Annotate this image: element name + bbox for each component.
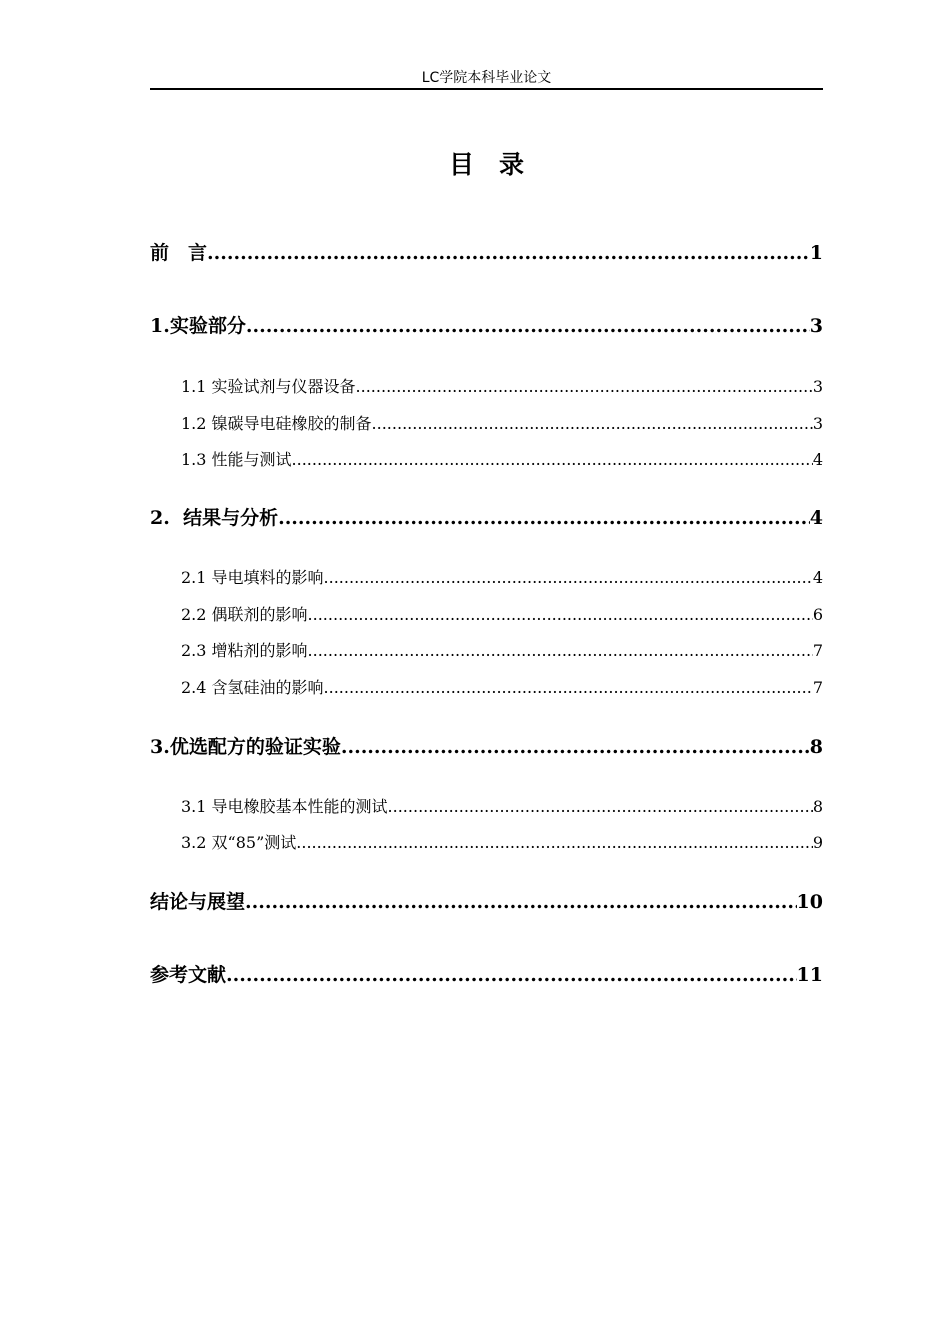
toc-entry-page: 4	[812, 450, 823, 469]
toc-entry-label: 2.4 含氢硅油的影响	[181, 678, 324, 697]
toc-entry-page: 1	[809, 242, 823, 264]
toc-entry-label: 1.1 实验试剂与仪器设备	[181, 377, 356, 396]
toc-entry-1-1[interactable]	[181, 375, 823, 399]
toc-leader-dots	[324, 676, 813, 700]
toc-entry-label: 3.优选配方的验证实验	[150, 736, 341, 758]
toc-leader-dots	[226, 961, 797, 989]
toc-entry-page: 7	[812, 678, 823, 697]
toc-entry-label: 前 言	[150, 242, 208, 264]
toc-entry-page: 3	[809, 315, 823, 337]
toc-entry-page: 7	[812, 641, 823, 660]
toc-entry-label: 参考文献	[150, 964, 227, 986]
toc-entry-2-4[interactable]	[181, 676, 823, 700]
toc-entry-page: 3	[812, 377, 823, 396]
toc-entry-2-2[interactable]	[181, 603, 823, 627]
toc-leader-dots	[356, 375, 813, 399]
toc-entry-references[interactable]	[150, 961, 823, 989]
toc-leader-dots	[296, 831, 813, 855]
toc-entry-label: 1.2 镍碳导电硅橡胶的制备	[181, 414, 372, 433]
toc-entry-label: 2. 结果与分析	[150, 507, 279, 529]
toc-entry-2-3[interactable]	[181, 639, 823, 663]
toc-entry-label: 1.实验部分	[150, 315, 246, 337]
toc-entry-page: 9	[812, 833, 823, 852]
toc-leader-dots	[278, 504, 810, 532]
toc-leader-dots	[341, 733, 810, 761]
toc-entry-page: 10	[796, 891, 823, 913]
toc-entry-3-1[interactable]	[181, 795, 823, 819]
toc-entry-page: 4	[812, 568, 823, 587]
toc-entry-label: 结论与展望	[150, 891, 246, 913]
toc-leader-dots	[388, 795, 813, 819]
toc-entry-label: 2.2 偶联剂的影响	[181, 605, 308, 624]
toc-entry-1-3[interactable]	[181, 448, 823, 472]
toc-entry-label: 1.3 性能与测试	[181, 450, 292, 469]
toc-leader-dots	[246, 312, 810, 340]
toc-entry-label: 2.3 增粘剂的影响	[181, 641, 308, 660]
toc-entry-2-1[interactable]	[181, 566, 823, 590]
toc-entry-section-3[interactable]	[150, 733, 823, 761]
toc-title: 目 录	[448, 150, 524, 179]
toc-entry-page: 8	[812, 797, 823, 816]
toc-leader-dots	[245, 888, 797, 916]
toc-leader-dots	[308, 639, 813, 663]
toc-entry-page: 11	[796, 964, 823, 986]
toc-entry-label: 3.2 双“85”测试	[181, 833, 297, 852]
toc-entry-label: 3.1 导电橡胶基本性能的测试	[181, 797, 388, 816]
toc-leader-dots	[324, 566, 813, 590]
toc-entry-section-1[interactable]	[150, 312, 823, 340]
toc-leader-dots	[292, 448, 813, 472]
toc-leader-dots	[308, 603, 813, 627]
page-header: LC学院本科毕业论文	[421, 70, 552, 86]
toc-entry-section-2[interactable]	[150, 504, 823, 532]
toc-entry-page: 4	[809, 507, 823, 529]
toc-entry-preface[interactable]	[150, 239, 823, 267]
toc-entry-conclusion[interactable]	[150, 888, 823, 916]
toc-leader-dots	[207, 239, 810, 267]
toc-entry-3-2[interactable]	[181, 831, 823, 855]
toc-entry-page: 3	[812, 414, 823, 433]
toc-leader-dots	[372, 412, 813, 436]
toc-entry-page: 8	[809, 736, 823, 758]
toc-entry-page: 6	[812, 605, 823, 624]
toc-entry-label: 2.1 导电填料的影响	[181, 568, 324, 587]
toc-entry-1-2[interactable]	[181, 412, 823, 436]
